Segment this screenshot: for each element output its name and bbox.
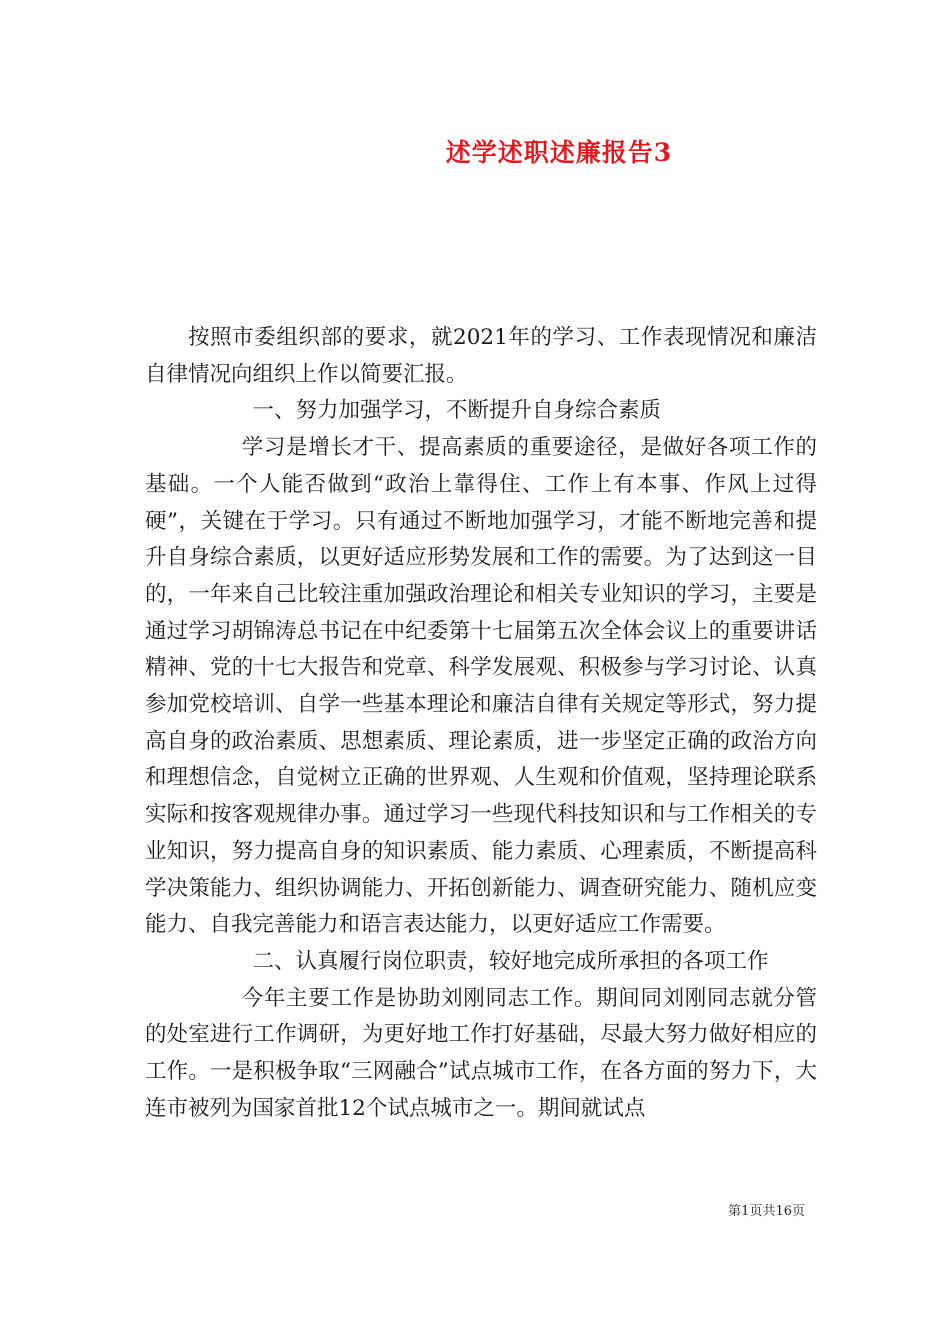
section-heading-2: 二、认真履行岗位职责，较好地完成所承担的各项工作 xyxy=(252,948,769,974)
page-number: 第1页共16页 xyxy=(728,1204,805,1219)
section-heading-1: 一、努力加强学习，不断提升自身综合素质 xyxy=(252,398,662,424)
paragraph-work: 今年主要工作是协助刘刚同志工作。期间同刘刚同志就分管的处室进行工作调研，为更好地工作打好基础，尽最大努力做好相应的工作。一是积极争取“三网融合”试点城市工作，在各方面的努力下，大连市被列为国家首批12个试点城市之一。期间就试点 xyxy=(145,985,817,1121)
paragraph-intro: 按照市委组织部的要求，就2021年的学习、工作表现情况和廉洁自律情况向组织上作以简要汇报。 xyxy=(145,325,817,387)
paragraph-study: 学习是增长才干、提高素质的重要途径，是做好各项工作的基础。一个人能否做到“政治上靠得住、工作上有本事、作风上过得硬”，关键在于学习。只有通过不断地加强学习，才能不断地完善和提升自身综合素质，以更好适应形势发展和工作的需要。为了达到这一目的，一年来自己比较注重加强政治理论和相关专业知识的学习，主要是通过学习胡锦涛总书记在中纪委第十七届第五次全体会议上的重要讲话精神、党的十七大报告和党章、科学发展观、积极参与学习讨论、认真参加党校培训、自学一些基本理论和廉洁自律有关规定等形式，努力提高自身的政治素质、思想素质、理论素质，进一步坚定正确的政治方向和理想信念，自觉树立正确的世界观、人生观和价值观，坚持理论联系实际和按客观规律办事。通过学习一些现代科技知识和与工作相关的专业知识，努力提高自身的知识素质、能力素质、心理素质，不断提高科学决策能力、组织协调能力、开拓创新能力、调查研究能力、随机应变能力、自我完善能力和语言表达能力，以更好适应工作需要。 xyxy=(145,435,817,938)
document-body xyxy=(145,320,817,1127)
document-title: 述学述职述廉报告3 xyxy=(445,138,673,167)
